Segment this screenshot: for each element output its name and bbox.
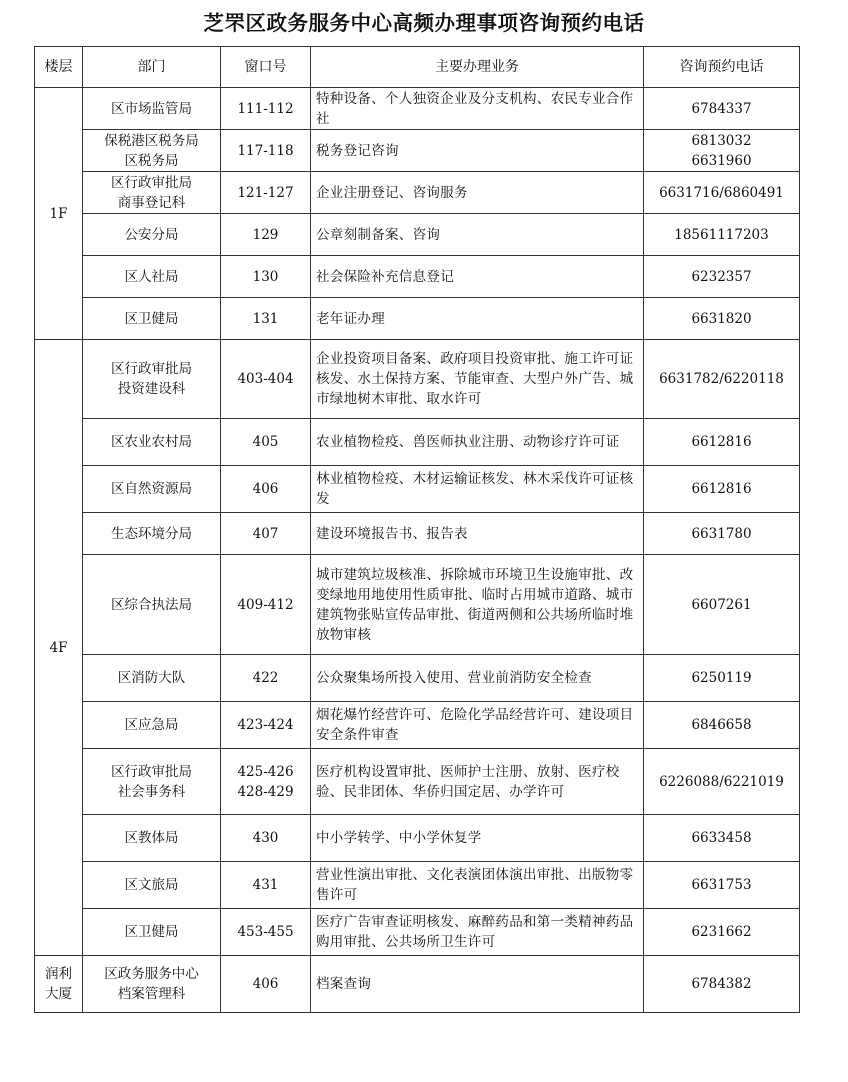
cell-line: 403-404 — [237, 371, 294, 387]
phone-cell — [644, 655, 800, 702]
cell-line: 6631782/6220118 — [659, 371, 784, 387]
department-cell — [83, 909, 221, 956]
business-cell: 企业投资项目备案、政府项目投资审批、施工许可证核发、水土保持方案、节能审查、大型户外广告、城市绿地树木审批、取水许可 — [311, 340, 644, 419]
table-row — [35, 256, 800, 298]
table-row — [35, 956, 800, 1013]
table-row — [35, 862, 800, 909]
window-number-cell — [221, 256, 311, 298]
table-row — [35, 655, 800, 702]
window-number-cell — [221, 419, 311, 466]
cell-line: 6846658 — [691, 717, 752, 733]
window-number-cell — [221, 956, 311, 1013]
cell-line: 453-455 — [237, 924, 294, 940]
window-number-cell — [221, 214, 311, 256]
cell-line: 6612816 — [691, 434, 752, 450]
business-cell: 农业植物检疫、兽医师执业注册、动物诊疗许可证 — [311, 419, 644, 466]
window-number-cell — [221, 340, 311, 419]
business-cell: 烟花爆竹经营许可、危险化学品经营许可、建设项目安全条件审查 — [311, 702, 644, 749]
floor-cell: 4F — [35, 340, 83, 956]
business-cell: 城市建筑垃圾核准、拆除城市环境卫生设施审批、改变绿地用地使用性质审批、临时占用城市道路、城市建筑物张贴宣传品审批、街道两侧和公共场所临时堆放物审核 — [311, 555, 644, 655]
cell-line: 区行政审批局 — [111, 763, 192, 780]
business-cell: 老年证办理 — [311, 298, 644, 340]
cell-line: 409-412 — [237, 596, 294, 613]
cell-line: 投资建设科 — [117, 381, 186, 397]
business-cell: 企业注册登记、咨询服务 — [311, 172, 644, 214]
business-cell: 公众聚集场所投入使用、营业前消防安全检查 — [311, 655, 644, 702]
department-cell — [83, 815, 221, 862]
cell-line: 6232357 — [691, 268, 752, 285]
cell-line: 区文旅局 — [124, 877, 179, 893]
cell-line: 131 — [252, 310, 279, 327]
department-cell — [83, 298, 221, 340]
cell-line: 润利 — [45, 966, 72, 982]
header-phone: 咨询预约电话 — [644, 47, 800, 88]
business-cell: 档案查询 — [311, 956, 644, 1013]
department-cell — [83, 130, 221, 172]
cell-line: 422 — [252, 670, 279, 686]
header-business: 主要办理业务 — [311, 47, 644, 88]
window-number-cell — [221, 655, 311, 702]
window-number-cell — [221, 815, 311, 862]
department-cell — [83, 256, 221, 298]
table-row — [35, 340, 800, 419]
cell-line: 6231662 — [691, 924, 752, 940]
cell-line: 6784337 — [691, 100, 752, 117]
table-row — [35, 749, 800, 815]
department-cell — [83, 340, 221, 419]
cell-line: 大厦 — [45, 986, 72, 1002]
cell-line: 6631753 — [691, 877, 752, 893]
cell-line: 区教体局 — [124, 830, 179, 846]
phone-cell — [644, 702, 800, 749]
cell-line: 405 — [252, 434, 279, 450]
window-number-cell — [221, 909, 311, 956]
phone-cell — [644, 214, 800, 256]
department-cell — [83, 419, 221, 466]
table-row — [35, 815, 800, 862]
cell-line: 425-426 — [237, 763, 294, 780]
department-cell — [83, 956, 221, 1013]
window-number-cell — [221, 862, 311, 909]
table-row — [35, 172, 800, 214]
hotline-table — [34, 46, 800, 1013]
cell-line: 区政务服务中心 — [104, 966, 199, 982]
window-number-cell — [221, 749, 311, 815]
cell-line: 6633458 — [691, 830, 752, 846]
department-cell — [83, 749, 221, 815]
phone-cell — [644, 513, 800, 555]
phone-cell — [644, 815, 800, 862]
table-row — [35, 214, 800, 256]
phone-cell — [644, 172, 800, 214]
business-cell: 医疗机构设置审批、医师护士注册、放射、医疗校验、民非团体、华侨归国定居、办学许可 — [311, 749, 644, 815]
cell-line: 区市场监管局 — [111, 100, 192, 117]
cell-line: 111-112 — [237, 100, 294, 117]
business-cell: 社会保险补充信息登记 — [311, 256, 644, 298]
table-row — [35, 555, 800, 655]
department-cell — [83, 655, 221, 702]
cell-line: 117-118 — [237, 142, 294, 159]
phone-cell — [644, 419, 800, 466]
cell-line: 区税务局 — [124, 152, 179, 169]
table-row — [35, 702, 800, 749]
phone-cell — [644, 340, 800, 419]
cell-line: 区人社局 — [124, 268, 179, 285]
page-title: 芝罘区政务服务中心高频办理事项咨询预约电话 — [203, 11, 645, 35]
window-number-cell — [221, 172, 311, 214]
cell-line: 生态环境分局 — [111, 525, 192, 542]
phone-cell — [644, 555, 800, 655]
business-cell: 公章刻制备案、咨询 — [311, 214, 644, 256]
cell-line: 431 — [252, 877, 279, 893]
business-cell: 税务登记咨询 — [311, 130, 644, 172]
cell-line: 社会事务科 — [117, 783, 186, 800]
phone-cell — [644, 862, 800, 909]
cell-line: 区综合执法局 — [111, 596, 192, 613]
window-number-cell — [221, 555, 311, 655]
header-floor: 楼层 — [35, 47, 83, 88]
table-row — [35, 466, 800, 513]
cell-line: 6607261 — [691, 596, 752, 613]
cell-line: 121-127 — [237, 184, 294, 201]
cell-line: 129 — [252, 226, 279, 243]
department-cell — [83, 88, 221, 130]
phone-cell — [644, 466, 800, 513]
phone-cell — [644, 749, 800, 815]
table-row — [35, 298, 800, 340]
department-cell — [83, 702, 221, 749]
header-window: 窗口号 — [221, 47, 311, 88]
department-cell — [83, 862, 221, 909]
cell-line: 区农业农村局 — [111, 434, 192, 450]
phone-cell — [644, 298, 800, 340]
table-row — [35, 88, 800, 130]
cell-line: 6226088/6221019 — [659, 773, 784, 790]
business-cell: 中小学转学、中小学休复学 — [311, 815, 644, 862]
cell-line: 区消防大队 — [117, 670, 186, 686]
cell-line: 6631780 — [691, 525, 752, 542]
cell-line: 6612816 — [691, 481, 752, 497]
table-row — [35, 513, 800, 555]
cell-line: 430 — [252, 830, 279, 846]
cell-line: 保税港区税务局 — [104, 132, 199, 149]
cell-line: 406 — [252, 481, 279, 497]
phone-cell — [644, 909, 800, 956]
department-cell — [83, 513, 221, 555]
business-cell: 医疗广告审查证明核发、麻醉药品和第一类精神药品购用审批、公共场所卫生许可 — [311, 909, 644, 956]
cell-line: 6784382 — [691, 976, 752, 992]
department-cell — [83, 555, 221, 655]
cell-line: 区自然资源局 — [111, 481, 192, 497]
department-cell — [83, 172, 221, 214]
cell-line: 区行政审批局 — [111, 174, 192, 191]
cell-line: 档案管理科 — [117, 986, 186, 1002]
window-number-cell — [221, 466, 311, 513]
floor-cell — [35, 956, 83, 1013]
cell-line: 423-424 — [237, 717, 294, 733]
cell-line: 6631820 — [691, 310, 752, 327]
window-number-cell — [221, 298, 311, 340]
window-number-cell — [221, 88, 311, 130]
table-row — [35, 419, 800, 466]
cell-line: 区卫健局 — [124, 310, 179, 327]
cell-line: 商事登记科 — [117, 194, 186, 211]
business-cell: 林业植物检疫、木材运输证核发、林木采伐许可证核发 — [311, 466, 644, 513]
table-row — [35, 909, 800, 956]
table-header-row — [35, 47, 800, 88]
cell-line: 407 — [252, 525, 279, 542]
cell-line: 130 — [252, 268, 279, 285]
phone-cell — [644, 956, 800, 1013]
cell-line: 公安分局 — [124, 226, 179, 243]
department-cell — [83, 214, 221, 256]
cell-line: 区行政审批局 — [111, 361, 192, 377]
cell-line: 区应急局 — [124, 717, 179, 733]
cell-line: 6250119 — [691, 670, 752, 686]
header-department: 部门 — [83, 47, 221, 88]
phone-cell — [644, 256, 800, 298]
cell-line: 区卫健局 — [124, 924, 179, 940]
cell-line: 6631960 — [691, 152, 752, 169]
business-cell: 特种设备、个人独资企业及分支机构、农民专业合作社 — [311, 88, 644, 130]
cell-line: 18561117203 — [674, 226, 769, 243]
phone-cell — [644, 88, 800, 130]
window-number-cell — [221, 130, 311, 172]
table-row — [35, 130, 800, 172]
phone-cell — [644, 130, 800, 172]
cell-line: 6813032 — [691, 132, 752, 149]
business-cell: 建设环境报告书、报告表 — [311, 513, 644, 555]
business-cell: 营业性演出审批、文化表演团体演出审批、出版物零售许可 — [311, 862, 644, 909]
cell-line: 406 — [252, 976, 279, 992]
cell-line: 428-429 — [237, 783, 294, 800]
window-number-cell — [221, 702, 311, 749]
window-number-cell — [221, 513, 311, 555]
floor-cell: 1F — [35, 88, 83, 340]
department-cell — [83, 466, 221, 513]
cell-line: 6631716/6860491 — [659, 184, 784, 201]
